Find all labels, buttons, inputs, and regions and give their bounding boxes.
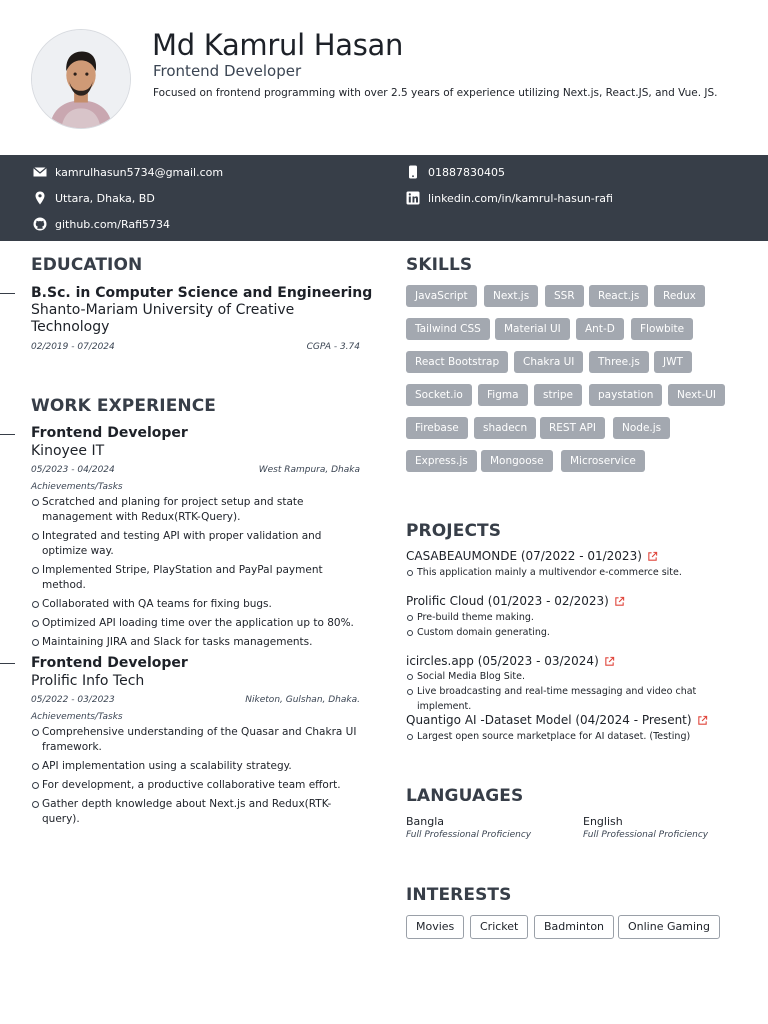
list-item: Gather depth knowledge about Next.js and Redux(RTK-query). [31,797,366,827]
skill-tag: stripe [534,384,582,406]
interest-tag: Cricket [470,915,528,939]
project-detail-list [406,729,746,744]
job-location: West Rampura, Dhaka [258,465,360,475]
job-role: Frontend Developer [31,655,188,671]
timeline-marker [0,293,15,294]
phone-text: 01887830405 [428,165,505,179]
project-title[interactable] [406,654,615,668]
language-level: Full Professional Proficiency [406,830,532,840]
work-heading: WORK EXPERIENCE [31,396,217,416]
skills-heading: SKILLS [406,255,473,275]
skill-tag: Three.js [589,351,649,373]
language-name: Bangla [406,815,445,828]
skill-tag: Node.js [613,417,670,439]
contact-email[interactable] [33,165,223,179]
education-degree: B.Sc. in Computer Science and Engineering [31,285,373,301]
achievements-label: Achievements/Tasks [31,482,123,492]
list-item: Largest open source marketplace for AI dataset. (Testing) [406,729,746,744]
skill-tag: Socket.io [406,384,472,406]
language-level: Full Professional Proficiency [583,830,709,840]
project-title-text: CASABEAUMONDE (07/2022 - 01/2023) [406,549,642,563]
contact-github[interactable] [33,217,170,231]
project-title-text: Prolific Cloud (01/2023 - 02/2023) [406,594,609,608]
job-company: Kinoyee IT [31,443,105,459]
profile-summary: Focused on frontend programming with over 2.5 years of experience utilizing Next.js, React.JS, and Vue. JS. [153,87,718,99]
list-item: Comprehensive understanding of the Quasar and Chakra UI framework. [31,725,366,755]
contact-linkedin[interactable] [406,191,613,205]
list-item: Social Media Blog Site. [406,669,746,684]
education-university: Shanto-Mariam University of Creative Technology [31,302,295,335]
profile-photo [31,29,131,129]
list-item: Optimized API loading time over the application up to 80%. [31,616,366,631]
interests-heading: INTERESTS [406,885,512,905]
education-dates: 02/2019 - 07/2024 [31,342,115,352]
list-item: Live broadcasting and real-time messaging and video chat implement. [406,684,746,714]
skill-tag: Firebase [406,417,468,439]
person-portrait-icon [32,30,130,128]
contact-phone[interactable] [406,165,505,179]
interest-tag: Movies [406,915,464,939]
project-title-text: Quantigo AI -Dataset Model (04/2024 - Present) [406,713,692,727]
list-item: API implementation using a scalability strategy. [31,759,366,774]
envelope-icon [33,165,47,179]
education-grade: CGPA - 3.74 [306,342,360,352]
resume-header [0,0,768,155]
timeline-marker [0,663,15,664]
list-item: Implemented Stripe, PlayStation and PayPal payment method. [31,563,366,593]
interest-tag: Online Gaming [618,915,720,939]
skill-tag: Ant-D [576,318,624,340]
contact-location [33,191,155,205]
language-name: English [583,815,623,828]
job-role: Frontend Developer [31,425,188,441]
job-dates: 05/2022 - 03/2023 [31,695,115,705]
external-link-icon[interactable] [697,715,708,726]
list-item: Integrated and testing API with proper validation and optimize way. [31,529,366,559]
projects-heading: PROJECTS [406,521,502,541]
list-item: Custom domain generating. [406,625,746,640]
skill-tag: Material UI [495,318,570,340]
timeline-marker [0,434,15,435]
skill-tag: paystation [589,384,662,406]
skill-tag: JavaScript [406,285,477,307]
external-link-icon[interactable] [647,551,658,562]
candidate-title: Frontend Developer [153,62,302,80]
list-item: Scratched and planing for project setup and state management with Redux(RTK-Query). [31,495,366,525]
achievements-label: Achievements/Tasks [31,712,123,722]
github-icon [33,217,47,231]
skill-tag: React.js [589,285,648,307]
job-task-list [31,495,366,650]
linkedin-text: linkedin.com/in/kamrul-hasun-rafi [428,191,613,205]
skill-tag: Chakra UI [514,351,583,373]
skill-tag: Next-UI [668,384,725,406]
education-heading: EDUCATION [31,255,143,275]
github-text: github.com/Rafi5734 [55,217,171,231]
linkedin-icon [406,191,420,205]
skill-tag: Next.js [484,285,538,307]
skill-tag: Redux [654,285,705,307]
list-item: Pre-build theme making. [406,610,746,625]
job-dates: 05/2023 - 04/2024 [31,465,115,475]
skill-tag: React Bootstrap [406,351,508,373]
contact-bar [0,155,768,241]
list-item: Collaborated with QA teams for fixing bugs. [31,597,366,612]
project-detail-list [406,610,746,640]
job-location: Niketon, Gulshan, Dhaka. [245,695,360,705]
mobile-phone-icon [406,165,420,179]
skill-tag: Microservice [561,450,645,472]
skill-tag: Flowbite [631,318,693,340]
email-text: kamrulhasun5734@gmail.com [55,165,224,179]
project-title[interactable] [406,594,625,608]
skill-tag: REST API [540,417,605,439]
languages-heading: LANGUAGES [406,786,524,806]
external-link-icon[interactable] [604,656,615,667]
skill-tag: shadecn [474,417,536,439]
job-task-list [31,725,366,827]
skill-tag: SSR [545,285,584,307]
external-link-icon[interactable] [614,596,625,607]
skill-tag: JWT [654,351,692,373]
project-title[interactable] [406,713,708,727]
interest-tag: Badminton [534,915,614,939]
location-text: Uttara, Dhaka, BD [55,191,155,205]
list-item: This application mainly a multivendor e-commerce site. [406,565,746,580]
skill-tag: Express.js [406,450,477,472]
skill-tag: Figma [478,384,528,406]
candidate-name: Md Kamrul Hasan [152,28,404,62]
project-detail-list [406,565,746,580]
job-company: Prolific Info Tech [31,673,145,689]
list-item: For development, a productive collaborative team effort. [31,778,366,793]
list-item: Maintaining JIRA and Slack for tasks managements. [31,635,366,650]
project-detail-list [406,669,746,714]
skill-tag: Tailwind CSS [406,318,490,340]
skill-tag: Mongoose [481,450,553,472]
project-title-text: icircles.app (05/2023 - 03/2024) [406,654,599,668]
project-title[interactable] [406,549,658,563]
map-pin-icon [33,191,47,205]
